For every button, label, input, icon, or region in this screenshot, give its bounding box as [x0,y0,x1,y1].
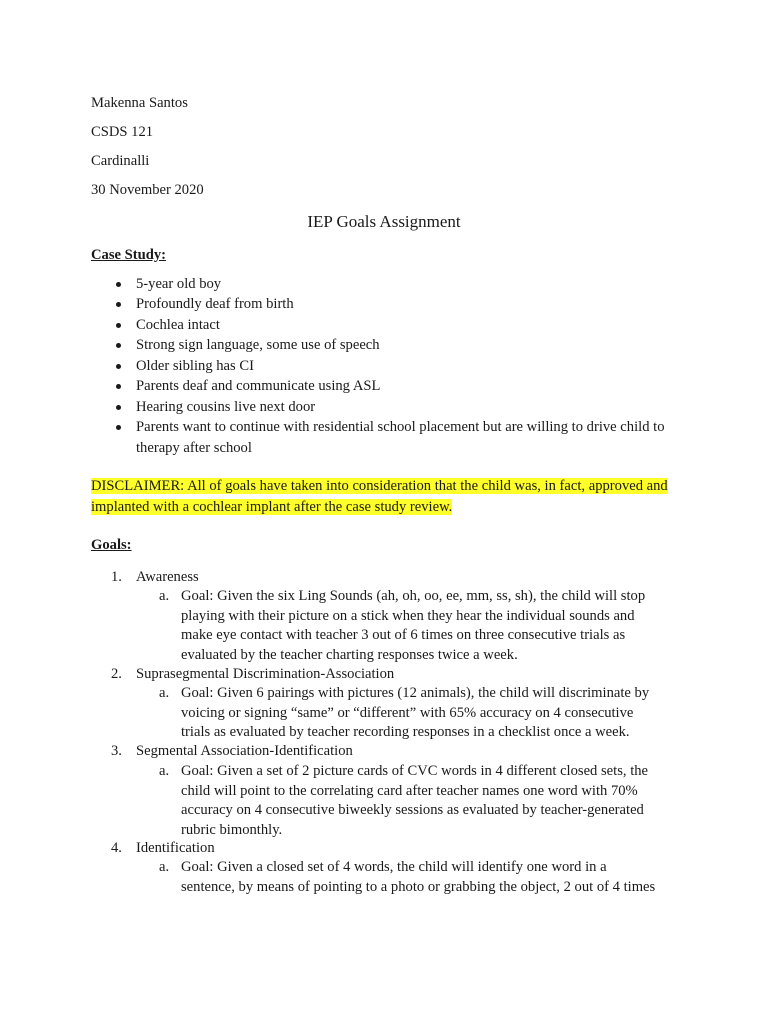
disclaimer-paragraph [91,476,691,517]
goal-number: 2. [111,666,122,682]
goal-title: Identification [136,840,215,856]
goal-description: Goal: Given a set of 2 picture cards of CVC words in 4 different closed sets, the child will point to the correlating card after teacher names one word with 70% accuracy on 4 consecutive biweekly sessions as evaluated by teacher-generated rubric bimonthly. [181,763,649,838]
goals-heading: Goals: [91,537,132,553]
goal-sub-letter: a. [159,859,170,875]
instructor-name: Cardinalli [91,153,150,169]
disclaimer-label: DISCLAIMER: [91,478,185,494]
course-code: CSDS 121 [91,124,154,140]
goal-description: Goal: Given 6 pairings with pictures (12 animals), the child will discriminate by voicing or signing “same” or “different” with 65% accuracy on 4 consecutive trials as evaluated by teacher recording responses in a checklist once a week. [181,685,650,740]
goal-sub-letter: a. [159,685,170,701]
goal-description: Goal: Given a closed set of 4 words, the child will identify one word in a sentence, by means of pointing to a photo or grabbing the object, 2 out of 4 times [181,859,656,895]
goal-title: Suprasegmental Discrimination-Association [136,666,395,682]
goal-sub-letter: a. [159,588,170,604]
goal-number: 1. [111,569,122,585]
goal-number: 3. [111,743,122,759]
document-title: IEP Goals Assignment [307,212,461,231]
goal-number: 4. [111,840,122,856]
disclaimer-text: All of goals have taken into consideration that the child was, in fact, approved and implanted with a cochlear implant after the case study review. [91,478,668,515]
document-date: 30 November 2020 [91,182,204,198]
goal-description: Goal: Given the six Ling Sounds (ah, oh, oo, ee, mm, ss, sh), the child will stop playing with their picture on a stick when they hear the individual sounds and make eye contact with teacher 3 out of 6 times on three consecutive trials as evaluated by the teacher charting responses twice a week. [181,588,646,663]
goal-title: Awareness [136,569,199,585]
document-page: Makenna Santos CSDS 121 Cardinalli 30 November 2020 IEP Goals Assignment Case Study: 5-year old boy Profoundly deaf from birth Cochlea intact Strong sign language, some use of speech Older sibling has CI Parents deaf and communicate using ASL Hearing cousins live next door Parents want to continue with residential school placement but are willing to drive child to therapy after school DISCLAIMER: All of goals have taken into consideration that the child was, in fact, approved and implanted with a cochlear implant after the case study review. Goals: 1. Awareness a. Goal: Given the six Ling Sounds (ah, oh, oo, ee, mm, ss, sh), the child will stop playing with their picture on a stick when they hear the individual sounds and make eye contact with teacher 3 out of 6 times on three consecutive trials as evaluated by the teacher charting responses twice a week. 2. Suprasegmental Discrimination-Association a. Goal: Given 6 pairings with pictures (12 animals), the child will discriminate by voicing or signing “same” or “different” with 65% accuracy on 4 consecutive trials as evaluated by teacher recording responses in a checklist once a week. 3. Segmental Association-Identification a. Goal: Given a set of 2 picture cards of CVC words in 4 different closed sets, the child will point to the correlating card after teacher names one word with 70% accuracy on 4 consecutive biweekly sessions as evaluated by teacher-generated rubric bimonthly. 4. Identification a. Goal: Given a closed set of 4 words, the child will identify one word in a sentence, by means of pointing to a photo or grabbing the object, 2 out of 4 times [0,0,768,1024]
goal-sub-letter: a. [159,763,170,779]
goal-title: Segmental Association-Identification [136,743,353,759]
student-name: Makenna Santos [91,95,188,111]
case-study-heading: Case Study: [91,247,167,263]
